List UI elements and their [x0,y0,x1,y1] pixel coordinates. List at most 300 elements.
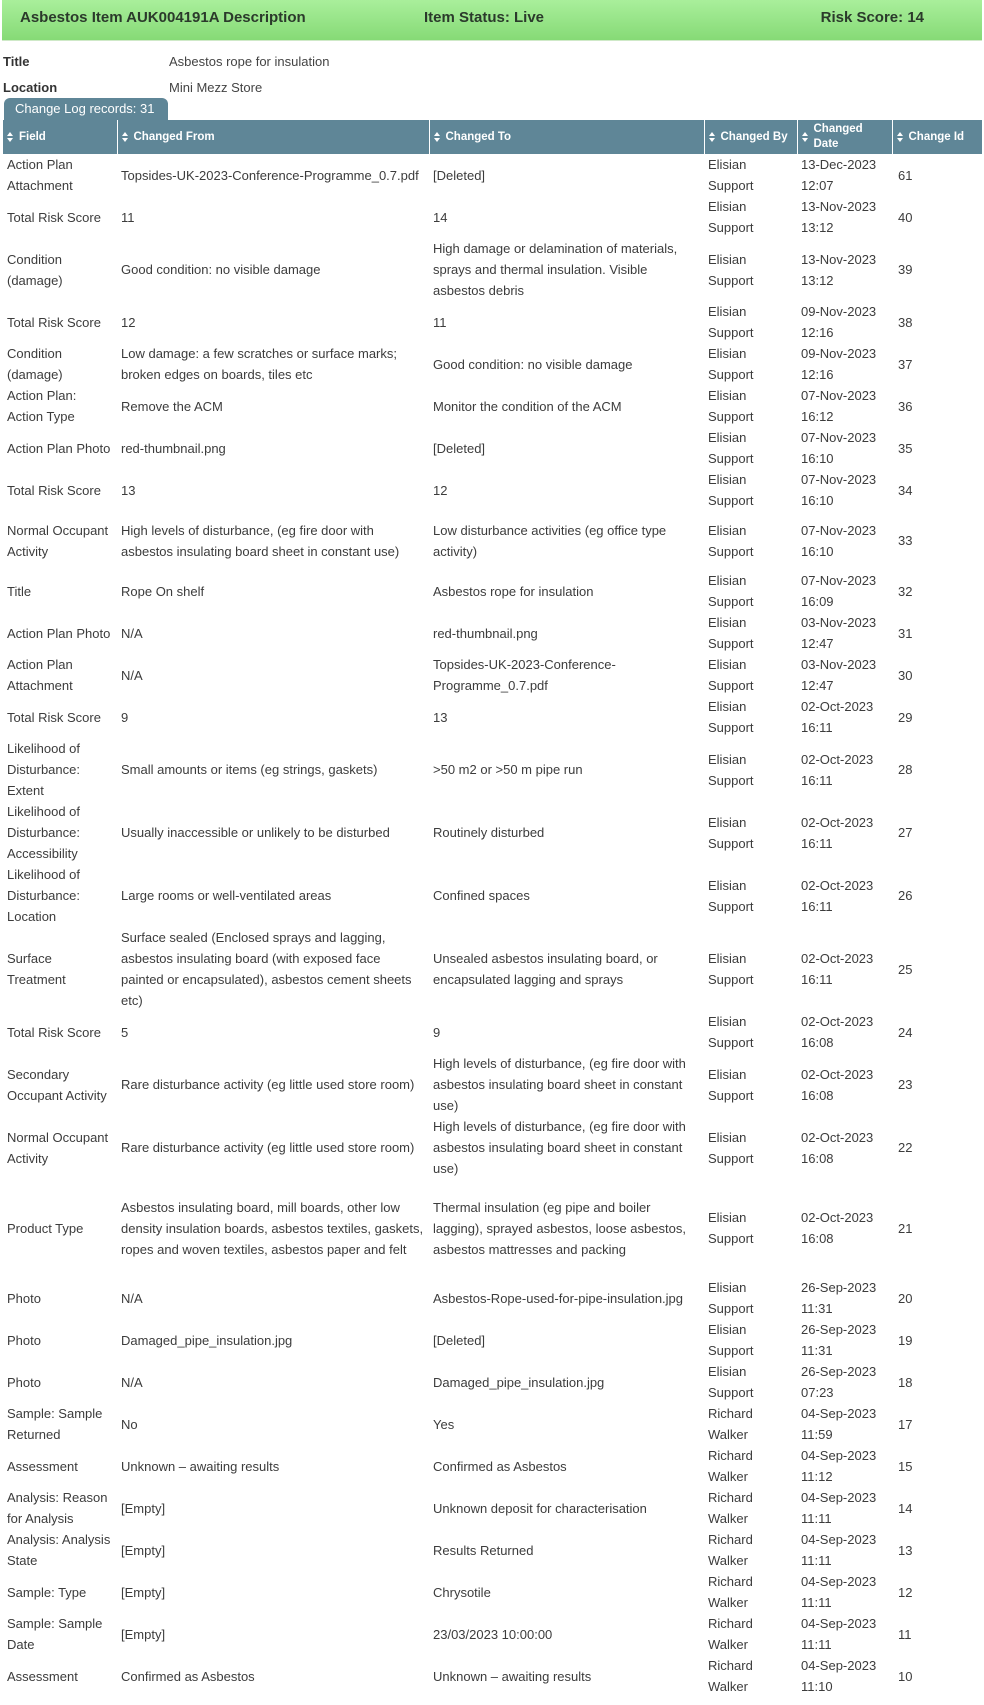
cell-change-id-text: 30 [898,667,913,683]
cell-changed-by [704,1361,797,1403]
cell-changed-by-text: Elisian Support [708,615,754,651]
cell-change-id-text: 36 [898,398,913,414]
cell-changed-to-text: Thermal insulation (eg pipe and boiler lagging), sprayed asbestos, loose asbestos, asbestos mattresses and packing [433,1199,686,1257]
cell-changed-by-text: Elisian Support [708,1322,754,1358]
cell-change-id [892,238,982,301]
cell-changed-by-text: Elisian Support [708,388,754,424]
cell-changed-date-text: 04-Sep-2023 11:11 [801,1574,877,1610]
cell-changed-to-text: 23/03/2023 10:00:00 [433,1626,553,1642]
cell-changed-from-text: Surface sealed (Enclosed sprays and lagging, asbestos insulating board (with exposed face painted or encapsulated), asbestos cement sheets etc) [121,930,412,1008]
cell-changed-from [117,654,429,696]
cell-field [3,1571,117,1613]
cell-changed-by [704,1655,797,1697]
cell-changed-by-text: Richard Walker [708,1532,753,1568]
cell-field-text: Surface Treatment [7,951,66,987]
cell-field-text: Total Risk Score [7,482,101,498]
sort-icon [122,132,128,142]
table-row [3,927,982,1011]
cell-changed-from-text: Topsides-UK-2023-Conference-Programme_0.7.pdf [121,167,419,183]
table-row [3,385,982,427]
cell-changed-from-text: Damaged_pipe_insulation.jpg [121,1332,293,1348]
cell-changed-by-text: Elisian Support [708,1129,754,1166]
cell-changed-date [797,1179,892,1277]
cell-changed-to [429,654,704,696]
cell-field [3,1116,117,1179]
cell-changed-from [117,154,429,196]
cell-changed-date-text: 04-Sep-2023 11:11 [801,1616,877,1652]
cell-changed-to-text: Confirmed as Asbestos [433,1458,567,1474]
column-label: Changed To [445,130,512,143]
cell-field-text: Total Risk Score [7,709,101,725]
column-header-changed-to[interactable] [429,120,704,154]
cell-changed-to-text: Chrysotile [433,1584,491,1600]
cell-changed-from-text: Small amounts or items (eg strings, gaskets) [121,762,378,777]
cell-changed-date [797,864,892,927]
cell-changed-to-text: 13 [433,709,448,725]
cell-changed-by [704,612,797,654]
cell-changed-date [797,1361,892,1403]
cell-changed-to [429,927,704,1011]
cell-change-id [892,612,982,654]
cell-changed-from-text: Usually inaccessible or unlikely to be disturbed [121,825,390,840]
cell-field [3,1053,117,1116]
cell-changed-to [429,1319,704,1361]
cell-changed-from [117,1655,429,1697]
cell-change-id-text: 28 [898,762,913,777]
cell-field [3,1487,117,1529]
cell-field [3,1613,117,1655]
cell-changed-date [797,1116,892,1179]
cell-changed-from [117,301,429,343]
cell-changed-date [797,1613,892,1655]
cell-changed-to-text: Asbestos-Rope-used-for-pipe-insulation.jpg [433,1290,684,1306]
cell-changed-to-text: Results Returned [433,1542,534,1558]
cell-changed-date [797,511,892,570]
cell-changed-to [429,1361,704,1403]
cell-changed-by-text: Richard Walker [708,1448,753,1484]
cell-changed-date [797,1529,892,1571]
cell-changed-date-text: 03-Nov-2023 12:47 [801,657,877,693]
table-row [3,1571,982,1613]
cell-field [3,1655,117,1697]
cell-changed-by-text: Richard Walker [708,1616,753,1652]
cell-field-text: Photo [7,1374,41,1390]
cell-changed-by-text: Elisian Support [708,699,754,735]
cell-field-text: Assessment [7,1668,78,1684]
cell-changed-to [429,1571,704,1613]
cell-changed-from-text: Rare disturbance activity (eg little used store room) [121,1077,415,1092]
cell-field-text: Action Plan Photo [7,440,111,456]
cell-change-id [892,1179,982,1277]
cell-changed-to [429,196,704,238]
cell-change-id-text: 31 [898,625,913,641]
cell-changed-from [117,612,429,654]
cell-changed-from [117,801,429,864]
cell-changed-from-text: N/A [121,1290,143,1306]
cell-field [3,1319,117,1361]
cell-field [3,343,117,385]
cell-changed-to-text: High levels of disturbance, (eg fire door with asbestos insulating board sheet in constant use) [433,1056,686,1113]
cell-changed-from [117,570,429,612]
cell-change-id-text: 37 [898,356,913,372]
column-header-field[interactable] [3,120,117,154]
cell-changed-date [797,1011,892,1053]
cell-changed-from [117,1529,429,1571]
cell-field-text: Condition (damage) [7,346,63,382]
cell-changed-date-text: 09-Nov-2023 12:16 [801,304,877,340]
cell-change-id [892,1053,982,1116]
table-header-row [3,120,982,154]
cell-changed-by-text: Richard Walker [708,1490,753,1526]
cell-change-id-text: 39 [898,262,913,277]
cell-changed-by-text: Elisian Support [708,573,754,609]
cell-changed-from-text: No [121,1416,138,1432]
cell-field-text: Assessment [7,1458,78,1474]
cell-changed-from [117,1487,429,1529]
table-row [3,1319,982,1361]
cell-field-text: Normal Occupant Activity [7,522,109,559]
cell-field-text: Photo [7,1290,41,1306]
cell-field-text: Likelihood of Disturbance: Location [7,867,80,924]
cell-field-text: Total Risk Score [7,314,101,330]
cell-changed-from-text: Large rooms or well-ventilated areas [121,888,332,903]
cell-changed-from-text: Good condition: no visible damage [121,262,321,277]
cell-changed-to-text: [Deleted] [433,440,486,456]
cell-changed-date-text: 02-Oct-2023 16:11 [801,814,874,851]
cell-change-id-text: 38 [898,314,913,330]
cell-changed-to-text: Low disturbance activities (eg office type activity) [433,522,667,559]
cell-changed-by-text: Elisian Support [708,199,754,235]
cell-changed-by [704,469,797,511]
cell-changed-from-text: Unknown – awaiting results [121,1458,280,1474]
cell-changed-from-text: Confirmed as Asbestos [121,1668,255,1684]
cell-changed-from-text: N/A [121,1374,143,1390]
cell-changed-date-text: 13-Dec-2023 12:07 [801,157,877,193]
cell-field-text: Action Plan Photo [7,625,111,641]
info-row-title [3,54,329,69]
cell-change-id-text: 19 [898,1332,913,1348]
cell-changed-by-text: Elisian Support [708,1066,754,1103]
cell-changed-to-text: Confined spaces [433,888,530,903]
cell-change-id [892,301,982,343]
cell-change-id-text: 33 [898,533,913,548]
cell-field [3,1179,117,1277]
table-row [3,1613,982,1655]
cell-changed-by [704,864,797,927]
cell-changed-by-text: Elisian Support [708,751,754,788]
cell-changed-date-text: 07-Nov-2023 16:12 [801,388,877,424]
sort-icon [434,132,440,142]
cell-change-id [892,927,982,1011]
cell-change-id-text: 32 [898,583,913,599]
cell-changed-from [117,696,429,738]
cell-changed-to [429,570,704,612]
cell-changed-by [704,738,797,801]
cell-changed-to [429,696,704,738]
cell-field [3,385,117,427]
info-row-location [3,80,262,95]
cell-changed-by [704,1613,797,1655]
cell-field [3,801,117,864]
sort-icon [709,132,715,142]
cell-changed-from [117,1361,429,1403]
cell-changed-to [429,1011,704,1053]
cell-changed-to [429,1403,704,1445]
cell-change-id [892,864,982,927]
cell-changed-date [797,1571,892,1613]
change-log-body [3,154,982,1697]
cell-changed-to [429,343,704,385]
cell-changed-date [797,1053,892,1116]
cell-changed-by-text: Elisian Support [708,877,754,914]
cell-changed-date-text: 04-Sep-2023 11:12 [801,1448,877,1484]
cell-changed-date-text: 13-Nov-2023 13:12 [801,251,877,288]
cell-changed-by-text: Richard Walker [708,1574,753,1610]
cell-changed-date-text: 02-Oct-2023 16:08 [801,1210,874,1246]
cell-changed-date [797,570,892,612]
table-row [3,654,982,696]
cell-changed-date [797,154,892,196]
cell-change-id-text: 40 [898,209,913,225]
cell-changed-to-text: Damaged_pipe_insulation.jpg [433,1374,605,1390]
cell-change-id-text: 23 [898,1077,913,1092]
cell-changed-by-text: Elisian Support [708,814,754,851]
cell-changed-from-text: [Empty] [121,1500,166,1516]
cell-change-id [892,1011,982,1053]
cell-changed-date-text: 02-Oct-2023 16:08 [801,1066,874,1103]
cell-changed-by [704,343,797,385]
cell-changed-by-text: Elisian Support [708,304,754,340]
cell-change-id-text: 14 [898,1500,913,1516]
cell-field-text: Product Type [7,1220,84,1236]
cell-changed-from-text: Rare disturbance activity (eg little used store room) [121,1140,415,1155]
cell-changed-from-text: N/A [121,667,143,683]
cell-changed-from [117,511,429,570]
cell-changed-by-text: Elisian Support [708,430,754,466]
cell-field-text: Likelihood of Disturbance: Accessibility [7,804,80,861]
cell-changed-date [797,927,892,1011]
cell-field [3,570,117,612]
cell-changed-from-text: 13 [121,482,136,498]
cell-changed-to-text: High levels of disturbance, (eg fire door with asbestos insulating board sheet in constant use) [433,1119,686,1176]
cell-changed-from [117,427,429,469]
cell-changed-by-text: Elisian Support [708,1210,754,1246]
cell-changed-from [117,1011,429,1053]
cell-changed-by [704,1179,797,1277]
cell-change-id [892,1487,982,1529]
cell-changed-from [117,1319,429,1361]
column-header-changed-by[interactable] [704,120,797,154]
cell-field [3,738,117,801]
cell-changed-to [429,238,704,301]
table-row [3,1403,982,1445]
cell-changed-by-text: Elisian Support [708,657,754,693]
cell-field-text: Normal Occupant Activity [7,1129,109,1166]
cell-changed-to [429,1179,704,1277]
column-header-changed-from[interactable] [117,120,429,154]
cell-changed-from-text: Low damage: a few scratches or surface marks; broken edges on boards, tiles etc [121,346,398,382]
cell-changed-to [429,801,704,864]
column-label: Changed From [133,130,215,143]
cell-change-id [892,154,982,196]
cell-changed-to [429,1116,704,1179]
cell-changed-date-text: 02-Oct-2023 16:11 [801,699,874,735]
cell-field-text: Total Risk Score [7,1024,101,1040]
table-row [3,511,982,570]
cell-changed-from-text: N/A [121,625,143,641]
cell-field-text: Total Risk Score [7,209,101,225]
cell-changed-to-text: [Deleted] [433,167,486,183]
cell-changed-from-text: [Empty] [121,1626,166,1642]
cell-field [3,1011,117,1053]
cell-changed-from [117,1445,429,1487]
cell-field-text: Photo [7,1332,41,1348]
cell-change-id [892,1529,982,1571]
cell-changed-from-text: red-thumbnail.png [121,440,226,456]
cell-change-id [892,511,982,570]
cell-changed-from [117,469,429,511]
cell-changed-to-text: Good condition: no visible damage [433,356,633,372]
cell-changed-date-text: 04-Sep-2023 11:59 [801,1406,877,1442]
table-row [3,1487,982,1529]
column-header-changed-date[interactable] [797,120,892,154]
cell-changed-from [117,385,429,427]
cell-changed-by-text: Elisian Support [708,472,754,508]
cell-field [3,864,117,927]
cell-changed-date [797,196,892,238]
cell-field-text: Action Plan Attachment [7,157,73,193]
cell-change-id [892,1319,982,1361]
cell-field-text: Sample: Type [7,1584,87,1600]
cell-changed-by [704,196,797,238]
table-row [3,1179,982,1277]
cell-changed-to-text: 12 [433,482,448,498]
cell-field [3,154,117,196]
cell-field [3,1403,117,1445]
cell-changed-date-text: 04-Sep-2023 11:11 [801,1532,877,1568]
cell-changed-by-text: Elisian Support [708,251,754,288]
cell-changed-from [117,343,429,385]
cell-field [3,1361,117,1403]
table-row [3,427,982,469]
change-log-tab[interactable] [4,98,168,120]
cell-changed-date-text: 13-Nov-2023 13:12 [801,199,877,235]
cell-changed-to [429,864,704,927]
cell-change-id [892,738,982,801]
risk-score: Risk Score: 14 [820,9,924,26]
cell-changed-from-text: [Empty] [121,1584,166,1600]
cell-changed-date-text: 26-Sep-2023 07:23 [801,1364,877,1400]
table-row [3,864,982,927]
cell-change-id [892,343,982,385]
cell-field [3,427,117,469]
cell-changed-to [429,738,704,801]
cell-field [3,1445,117,1487]
cell-field [3,511,117,570]
table-row [3,1655,982,1697]
cell-changed-to [429,427,704,469]
cell-field [3,301,117,343]
cell-change-id [892,1571,982,1613]
cell-changed-from [117,1571,429,1613]
cell-changed-from-text: High levels of disturbance, (eg fire door with asbestos insulating board sheet in constant use) [121,522,400,559]
cell-field-text: Title [7,583,32,599]
cell-changed-date [797,612,892,654]
table-row [3,1361,982,1403]
cell-changed-date [797,1319,892,1361]
column-label: Field [19,130,46,143]
table-row [3,801,982,864]
cell-change-id [892,1403,982,1445]
cell-field [3,1529,117,1571]
cell-changed-from [117,1116,429,1179]
cell-changed-to-text: 9 [433,1024,441,1040]
cell-changed-by [704,238,797,301]
cell-changed-by-text: Elisian Support [708,1364,754,1400]
cell-changed-to-text: red-thumbnail.png [433,625,538,641]
item-info [0,41,984,98]
cell-changed-date-text: 04-Sep-2023 11:10 [801,1658,877,1694]
table-row [3,738,982,801]
cell-change-id [892,1655,982,1697]
cell-changed-to-text: 11 [433,314,447,330]
cell-change-id-text: 34 [898,482,913,498]
cell-changed-date-text: 02-Oct-2023 16:11 [801,877,874,914]
cell-change-id-text: 11 [898,1626,912,1642]
table-row [3,343,982,385]
cell-change-id-text: 61 [898,167,913,183]
cell-changed-date-text: 07-Nov-2023 16:10 [801,472,877,508]
cell-changed-by-text: Richard Walker [708,1406,753,1442]
cell-changed-date [797,696,892,738]
cell-changed-by-text: Elisian Support [708,522,754,559]
sort-icon [7,132,13,142]
cell-changed-by-text: Elisian Support [708,346,754,382]
cell-field-text: Likelihood of Disturbance: Extent [7,741,80,798]
cell-changed-to [429,1445,704,1487]
cell-changed-from [117,738,429,801]
cell-change-id [892,696,982,738]
cell-changed-date [797,1403,892,1445]
cell-changed-to [429,1529,704,1571]
cell-changed-date-text: 02-Oct-2023 16:11 [801,951,874,987]
cell-field [3,654,117,696]
cell-changed-by [704,654,797,696]
cell-field-text: Sample: Sample Returned [7,1406,103,1442]
cell-changed-from-text: 12 [121,314,136,330]
cell-changed-by [704,154,797,196]
cell-changed-by-text: Elisian Support [708,157,754,193]
table-row [3,469,982,511]
sort-icon [897,132,903,142]
table-row [3,196,982,238]
cell-field-text: Action Plan Attachment [7,657,73,693]
cell-changed-date-text: 02-Oct-2023 16:11 [801,751,874,788]
cell-changed-from-text: Asbestos insulating board, mill boards, other low density insulation boards, asbestos textiles, gaskets, ropes and woven textiles, asbestos paper and felt [121,1199,424,1257]
cell-changed-by [704,1571,797,1613]
column-header-change-id[interactable] [892,120,982,154]
cell-change-id [892,196,982,238]
cell-changed-to-text: Monitor the condition of the ACM [433,398,622,414]
cell-changed-from [117,1403,429,1445]
column-label: Changed Date [813,123,863,150]
cell-changed-by [704,1116,797,1179]
table-row [3,154,982,196]
column-label: Change Id [908,130,965,143]
title-label: Title [3,54,30,69]
cell-changed-to-text: Unknown deposit for characterisation [433,1500,647,1516]
cell-field [3,1277,117,1319]
